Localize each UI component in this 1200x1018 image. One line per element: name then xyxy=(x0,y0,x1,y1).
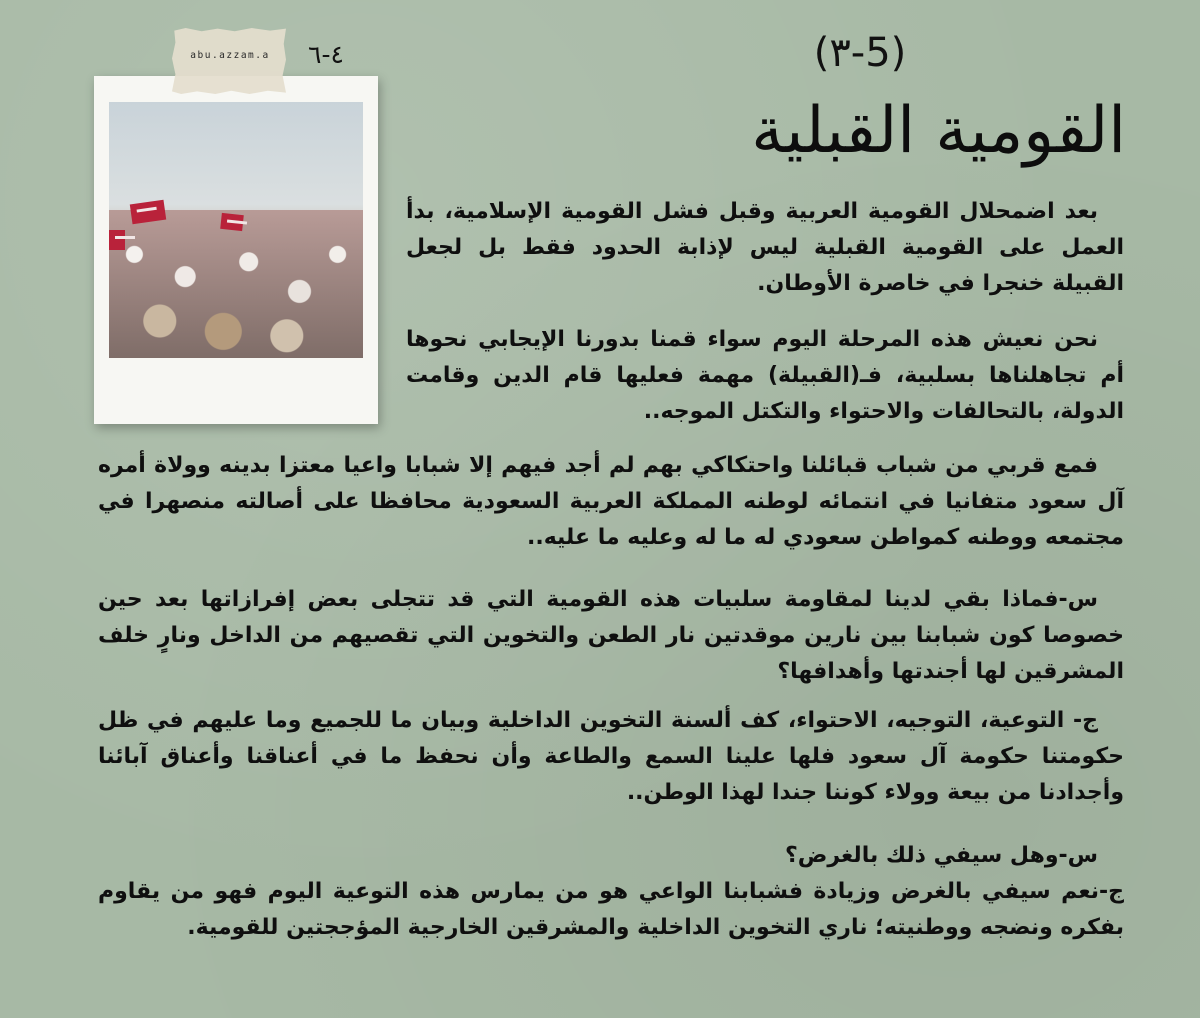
watermark-label: abu.azzam.a xyxy=(190,50,270,61)
answer-2: ج-نعم سيفي بالغرض وزيادة فشبابنا الواعي هو من يمارس هذه التوعية اليوم فهو من يقاوم بفكره ونضجه ووطنيته؛ ناري التخوين الداخلية والمشرقين الخارجية المؤججتين للقومية. xyxy=(98,879,1124,940)
page-number: ٤-٦ xyxy=(308,40,344,69)
page-title: القومية القبلية xyxy=(751,94,1126,168)
crowd-image xyxy=(109,210,363,358)
answer-1: ج- التوعية، التوجيه، الاحتواء، كف ألسنة التخوين الداخلية وبيان ما للجميع وما عليهم في ظل حكومتنا حكومة آل سعود فلها علينا السمع والطاعة وأن نحفظ ما في أعناقنا وأعناق آبائنا وأجدادنا من بيعة وولاء كوننا جندا لهذا الوطن.. xyxy=(98,708,1124,805)
masking-tape xyxy=(172,28,286,94)
flag-icon xyxy=(220,213,244,231)
flag-icon xyxy=(109,230,125,250)
crowd-photo xyxy=(109,102,363,358)
paragraph-3: فمع قربي من شباب قبائلنا واحتكاكي بهم لم أجد فيهم إلا شبابا واعيا معتزا بدينه وولاة أمره آل سعود متفانيا في انتمائه لوطنه المملكة العربية السعودية محافظا على أصالته منصهرا في مجتمعه ووطنه كمواطن سعودي له ما له وعليه ما عليه.. xyxy=(98,453,1124,550)
question-1: س-فماذا بقي لدينا لمقاومة سلبيات هذه القومية التي قد تتجلى بعض إفرازاتها بعد حين خصوصا كون شبابنا بين نارين موقدتين نار الطعن والتخوين التي تقصيهم من الداخل ونارٍ خلف المشرقين لها أجندتها وأهدافها؟ xyxy=(98,587,1124,684)
polaroid-frame xyxy=(94,76,378,424)
paragraph-1: بعد اضمحلال القومية العربية وقبل فشل القومية الإسلامية، بدأ العمل على القومية القبلية ليس لإذابة الحدود فقط بل لجعل القبيلة خنجرا في خاصرة الأوطان. xyxy=(406,199,1124,296)
paragraph-2: نحن نعيش هذه المرحلة اليوم سواء قمنا بدورنا الإيجابي نحوها أم تجاهلناها بسلبية، فـ(القبيلة) مهمة فعليها قام الدين وقامت الدولة، بالتحالفات والاحتواء والتكتل الموجه.. xyxy=(406,327,1124,424)
question-2: س-وهل سيفي ذلك بالغرض؟ xyxy=(784,843,1098,868)
series-number: (٣-5) xyxy=(813,30,907,76)
